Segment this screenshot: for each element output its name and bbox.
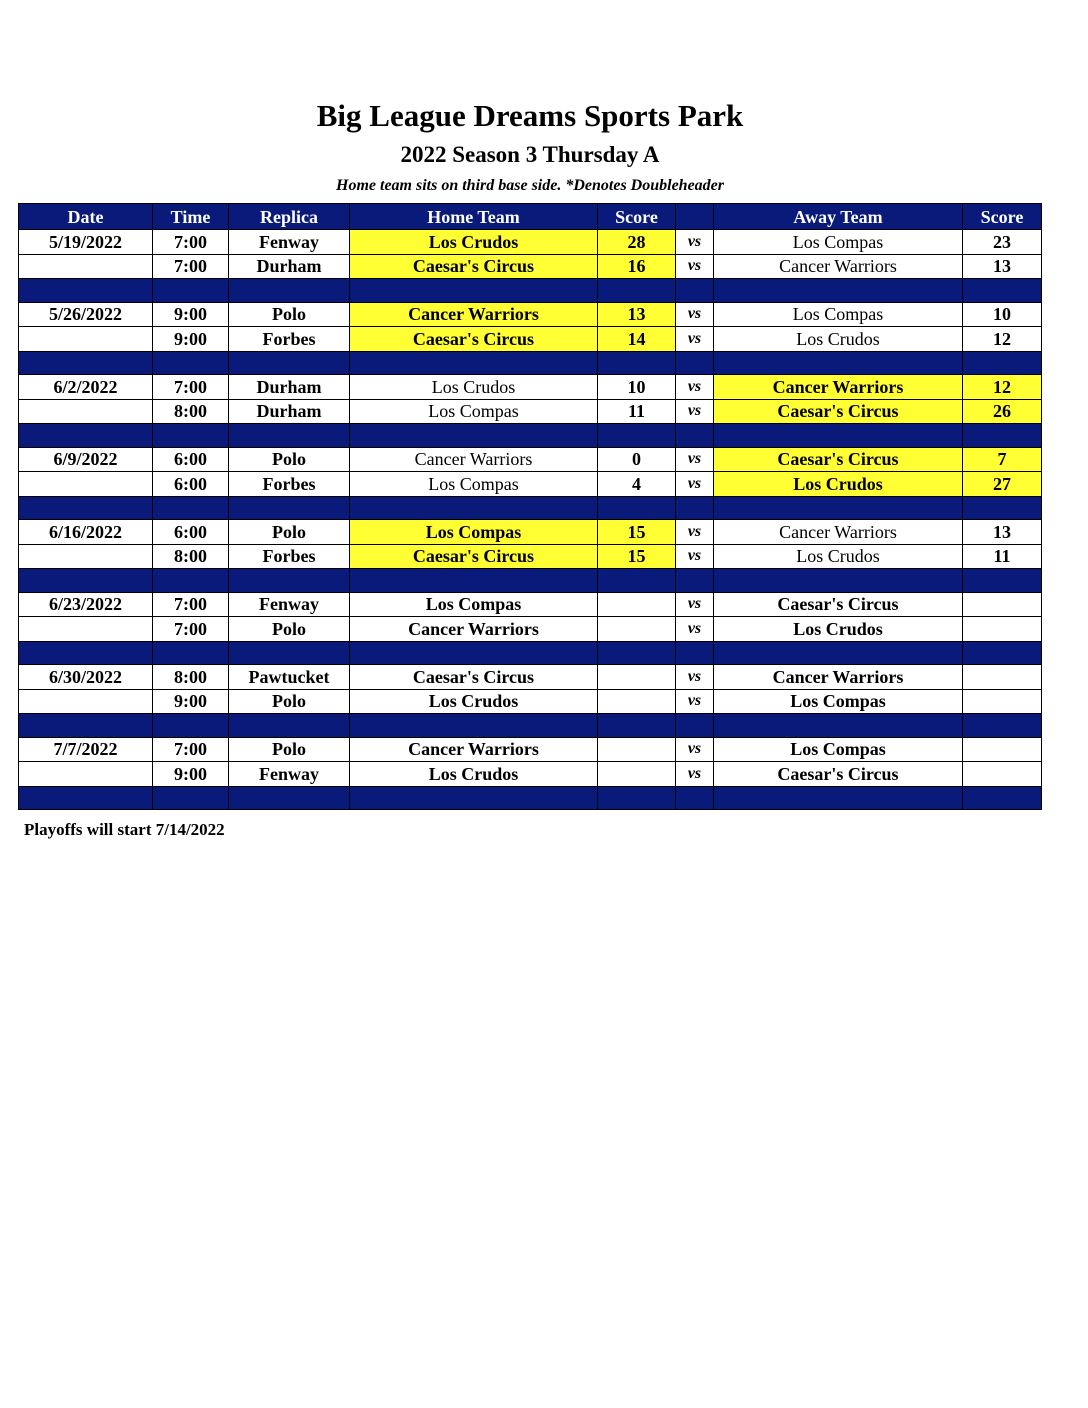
- away-score-cell: [963, 665, 1042, 690]
- away-score-cell: [963, 617, 1042, 642]
- separator-cell: [714, 714, 963, 738]
- separator-cell: [676, 351, 714, 375]
- week-separator-row: [19, 569, 1042, 593]
- separator-cell: [19, 424, 153, 448]
- header-row: [19, 204, 1042, 230]
- away-team-cell: Los Compas: [714, 737, 963, 762]
- week-separator-row: [19, 279, 1042, 303]
- col-away-score: Score: [963, 204, 1042, 230]
- time-cell: 7:00: [153, 617, 229, 642]
- away-score-cell: 12: [963, 327, 1042, 352]
- away-team-cell: Los Crudos: [714, 617, 963, 642]
- vs-cell: vs: [676, 302, 714, 327]
- table-row: [19, 230, 1042, 255]
- replica-cell: Forbes: [229, 544, 350, 569]
- separator-cell: [676, 786, 714, 810]
- away-score-cell: 12: [963, 375, 1042, 400]
- separator-cell: [153, 641, 229, 665]
- col-away-team: Away Team: [714, 204, 963, 230]
- date-cell: 6/9/2022: [19, 447, 153, 472]
- table-row: [19, 520, 1042, 545]
- away-score-cell: [963, 762, 1042, 787]
- separator-cell: [714, 424, 963, 448]
- replica-cell: Polo: [229, 737, 350, 762]
- date-cell: 5/26/2022: [19, 302, 153, 327]
- col-home-team: Home Team: [350, 204, 598, 230]
- date-cell: [19, 762, 153, 787]
- separator-cell: [714, 279, 963, 303]
- home-team-cell: Cancer Warriors: [350, 447, 598, 472]
- away-team-cell: Caesar's Circus: [714, 399, 963, 424]
- home-score-cell: 4: [598, 472, 676, 497]
- table-row: [19, 302, 1042, 327]
- vs-cell: vs: [676, 399, 714, 424]
- separator-cell: [350, 279, 598, 303]
- replica-cell: Durham: [229, 399, 350, 424]
- time-cell: 7:00: [153, 375, 229, 400]
- separator-cell: [963, 496, 1042, 520]
- vs-cell: vs: [676, 375, 714, 400]
- table-row: [19, 617, 1042, 642]
- separator-cell: [963, 641, 1042, 665]
- separator-cell: [229, 569, 350, 593]
- date-cell: [19, 254, 153, 279]
- replica-cell: Forbes: [229, 472, 350, 497]
- home-team-cell: Caesar's Circus: [350, 327, 598, 352]
- time-cell: 8:00: [153, 665, 229, 690]
- table-row: [19, 447, 1042, 472]
- home-team-cell: Caesar's Circus: [350, 665, 598, 690]
- time-cell: 6:00: [153, 520, 229, 545]
- home-team-cell: Los Crudos: [350, 230, 598, 255]
- separator-cell: [714, 641, 963, 665]
- replica-cell: Durham: [229, 375, 350, 400]
- home-team-cell: Caesar's Circus: [350, 254, 598, 279]
- separator-cell: [229, 279, 350, 303]
- week-separator-row: [19, 641, 1042, 665]
- home-score-cell: 10: [598, 375, 676, 400]
- table-row: [19, 399, 1042, 424]
- home-score-cell: 0: [598, 447, 676, 472]
- home-score-cell: [598, 762, 676, 787]
- home-score-cell: [598, 689, 676, 714]
- replica-cell: Forbes: [229, 327, 350, 352]
- away-score-cell: 26: [963, 399, 1042, 424]
- separator-cell: [19, 714, 153, 738]
- separator-cell: [350, 786, 598, 810]
- away-team-cell: Los Compas: [714, 689, 963, 714]
- separator-cell: [676, 496, 714, 520]
- home-team-cell: Cancer Warriors: [350, 617, 598, 642]
- separator-cell: [229, 786, 350, 810]
- home-score-cell: 15: [598, 544, 676, 569]
- date-cell: [19, 689, 153, 714]
- replica-cell: Durham: [229, 254, 350, 279]
- home-score-cell: [598, 665, 676, 690]
- separator-cell: [153, 714, 229, 738]
- week-separator-row: [19, 714, 1042, 738]
- away-score-cell: 13: [963, 254, 1042, 279]
- home-score-cell: 13: [598, 302, 676, 327]
- date-cell: [19, 544, 153, 569]
- home-team-cell: Los Compas: [350, 472, 598, 497]
- separator-cell: [19, 279, 153, 303]
- away-team-cell: Cancer Warriors: [714, 375, 963, 400]
- home-score-cell: 14: [598, 327, 676, 352]
- date-cell: 6/2/2022: [19, 375, 153, 400]
- col-replica: Replica: [229, 204, 350, 230]
- vs-cell: vs: [676, 254, 714, 279]
- date-cell: [19, 617, 153, 642]
- week-separator-row: [19, 496, 1042, 520]
- table-row: [19, 254, 1042, 279]
- away-team-cell: Los Crudos: [714, 472, 963, 497]
- date-cell: 5/19/2022: [19, 230, 153, 255]
- separator-cell: [229, 641, 350, 665]
- separator-cell: [676, 641, 714, 665]
- table-row: [19, 375, 1042, 400]
- separator-cell: [963, 279, 1042, 303]
- schedule-body: [19, 230, 1042, 810]
- separator-cell: [676, 569, 714, 593]
- page-title: Big League Dreams Sports Park: [316, 98, 744, 133]
- separator-cell: [19, 569, 153, 593]
- week-separator-row: [19, 786, 1042, 810]
- away-team-cell: Caesar's Circus: [714, 762, 963, 787]
- separator-cell: [598, 351, 676, 375]
- separator-cell: [350, 714, 598, 738]
- separator-cell: [229, 714, 350, 738]
- away-team-cell: Los Crudos: [714, 544, 963, 569]
- replica-cell: Polo: [229, 689, 350, 714]
- away-team-cell: Los Compas: [714, 230, 963, 255]
- separator-cell: [714, 786, 963, 810]
- time-cell: 9:00: [153, 689, 229, 714]
- away-score-cell: [963, 737, 1042, 762]
- time-cell: 9:00: [153, 327, 229, 352]
- date-cell: 6/30/2022: [19, 665, 153, 690]
- home-team-cell: Los Crudos: [350, 375, 598, 400]
- replica-cell: Polo: [229, 302, 350, 327]
- time-cell: 7:00: [153, 230, 229, 255]
- separator-cell: [153, 279, 229, 303]
- separator-cell: [19, 351, 153, 375]
- away-score-cell: 23: [963, 230, 1042, 255]
- date-cell: [19, 472, 153, 497]
- separator-cell: [19, 496, 153, 520]
- separator-cell: [350, 641, 598, 665]
- replica-cell: Polo: [229, 520, 350, 545]
- table-row: [19, 689, 1042, 714]
- page-subtitle: 2022 Season 3 Thursday A: [400, 142, 660, 167]
- separator-cell: [153, 351, 229, 375]
- time-cell: 6:00: [153, 472, 229, 497]
- separator-cell: [963, 714, 1042, 738]
- away-team-cell: Cancer Warriors: [714, 665, 963, 690]
- home-team-cell: Los Crudos: [350, 762, 598, 787]
- separator-cell: [676, 714, 714, 738]
- replica-cell: Fenway: [229, 592, 350, 617]
- separator-cell: [153, 786, 229, 810]
- time-cell: 7:00: [153, 592, 229, 617]
- col-date: Date: [19, 204, 153, 230]
- date-cell: [19, 327, 153, 352]
- replica-cell: Polo: [229, 617, 350, 642]
- away-team-cell: Caesar's Circus: [714, 592, 963, 617]
- away-team-cell: Los Crudos: [714, 327, 963, 352]
- away-score-cell: 10: [963, 302, 1042, 327]
- date-cell: 6/16/2022: [19, 520, 153, 545]
- away-score-cell: [963, 689, 1042, 714]
- home-score-cell: 11: [598, 399, 676, 424]
- vs-cell: vs: [676, 472, 714, 497]
- separator-cell: [598, 424, 676, 448]
- separator-cell: [153, 569, 229, 593]
- away-score-cell: 11: [963, 544, 1042, 569]
- vs-cell: vs: [676, 520, 714, 545]
- replica-cell: Polo: [229, 447, 350, 472]
- replica-cell: Pawtucket: [229, 665, 350, 690]
- separator-cell: [714, 351, 963, 375]
- time-cell: 9:00: [153, 302, 229, 327]
- separator-cell: [963, 424, 1042, 448]
- table-row: [19, 544, 1042, 569]
- away-team-cell: Cancer Warriors: [714, 254, 963, 279]
- separator-cell: [229, 424, 350, 448]
- vs-cell: vs: [676, 230, 714, 255]
- away-team-cell: Los Compas: [714, 302, 963, 327]
- week-separator-row: [19, 424, 1042, 448]
- separator-cell: [153, 496, 229, 520]
- home-team-cell: Los Compas: [350, 520, 598, 545]
- home-team-cell: Cancer Warriors: [350, 302, 598, 327]
- separator-cell: [714, 569, 963, 593]
- table-row: [19, 472, 1042, 497]
- table-row: [19, 737, 1042, 762]
- separator-cell: [598, 496, 676, 520]
- vs-cell: vs: [676, 592, 714, 617]
- home-team-cell: Cancer Warriors: [350, 737, 598, 762]
- separator-cell: [676, 279, 714, 303]
- separator-cell: [598, 641, 676, 665]
- separator-cell: [229, 351, 350, 375]
- home-team-cell: Caesar's Circus: [350, 544, 598, 569]
- separator-cell: [598, 569, 676, 593]
- separator-cell: [19, 641, 153, 665]
- away-score-cell: 13: [963, 520, 1042, 545]
- table-row: [19, 592, 1042, 617]
- vs-cell: vs: [676, 665, 714, 690]
- vs-cell: vs: [676, 689, 714, 714]
- table-row: [19, 762, 1042, 787]
- home-team-cell: Los Crudos: [350, 689, 598, 714]
- home-score-cell: 16: [598, 254, 676, 279]
- away-score-cell: [963, 592, 1042, 617]
- table-row: [19, 665, 1042, 690]
- home-score-cell: [598, 617, 676, 642]
- home-team-cell: Los Compas: [350, 399, 598, 424]
- home-score-cell: [598, 737, 676, 762]
- home-score-cell: 28: [598, 230, 676, 255]
- time-cell: 6:00: [153, 447, 229, 472]
- separator-cell: [350, 496, 598, 520]
- schedule-note: Home team sits on third base side. *Denotes Doubleheader: [336, 177, 724, 194]
- time-cell: 7:00: [153, 254, 229, 279]
- col-home-score: Score: [598, 204, 676, 230]
- separator-cell: [963, 569, 1042, 593]
- table-row: [19, 327, 1042, 352]
- home-team-cell: Los Compas: [350, 592, 598, 617]
- separator-cell: [19, 786, 153, 810]
- time-cell: 8:00: [153, 544, 229, 569]
- separator-cell: [714, 496, 963, 520]
- vs-cell: vs: [676, 762, 714, 787]
- vs-cell: vs: [676, 617, 714, 642]
- vs-cell: vs: [676, 737, 714, 762]
- col-time: Time: [153, 204, 229, 230]
- separator-cell: [598, 786, 676, 810]
- separator-cell: [153, 424, 229, 448]
- away-team-cell: Cancer Warriors: [714, 520, 963, 545]
- schedule-table: [18, 203, 1042, 810]
- separator-cell: [963, 351, 1042, 375]
- away-score-cell: 7: [963, 447, 1042, 472]
- separator-cell: [598, 714, 676, 738]
- away-score-cell: 27: [963, 472, 1042, 497]
- date-cell: [19, 399, 153, 424]
- vs-cell: vs: [676, 544, 714, 569]
- vs-cell: vs: [676, 447, 714, 472]
- time-cell: 8:00: [153, 399, 229, 424]
- date-cell: 7/7/2022: [19, 737, 153, 762]
- separator-cell: [676, 424, 714, 448]
- vs-cell: vs: [676, 327, 714, 352]
- separator-cell: [350, 351, 598, 375]
- separator-cell: [350, 424, 598, 448]
- replica-cell: Fenway: [229, 762, 350, 787]
- separator-cell: [229, 496, 350, 520]
- separator-cell: [350, 569, 598, 593]
- separator-cell: [598, 279, 676, 303]
- separator-cell: [963, 786, 1042, 810]
- col-vs: [676, 204, 714, 230]
- away-team-cell: Caesar's Circus: [714, 447, 963, 472]
- time-cell: 9:00: [153, 762, 229, 787]
- week-separator-row: [19, 351, 1042, 375]
- time-cell: 7:00: [153, 737, 229, 762]
- date-cell: 6/23/2022: [19, 592, 153, 617]
- home-score-cell: 15: [598, 520, 676, 545]
- replica-cell: Fenway: [229, 230, 350, 255]
- playoffs-note: Playoffs will start 7/14/2022: [24, 820, 225, 839]
- home-score-cell: [598, 592, 676, 617]
